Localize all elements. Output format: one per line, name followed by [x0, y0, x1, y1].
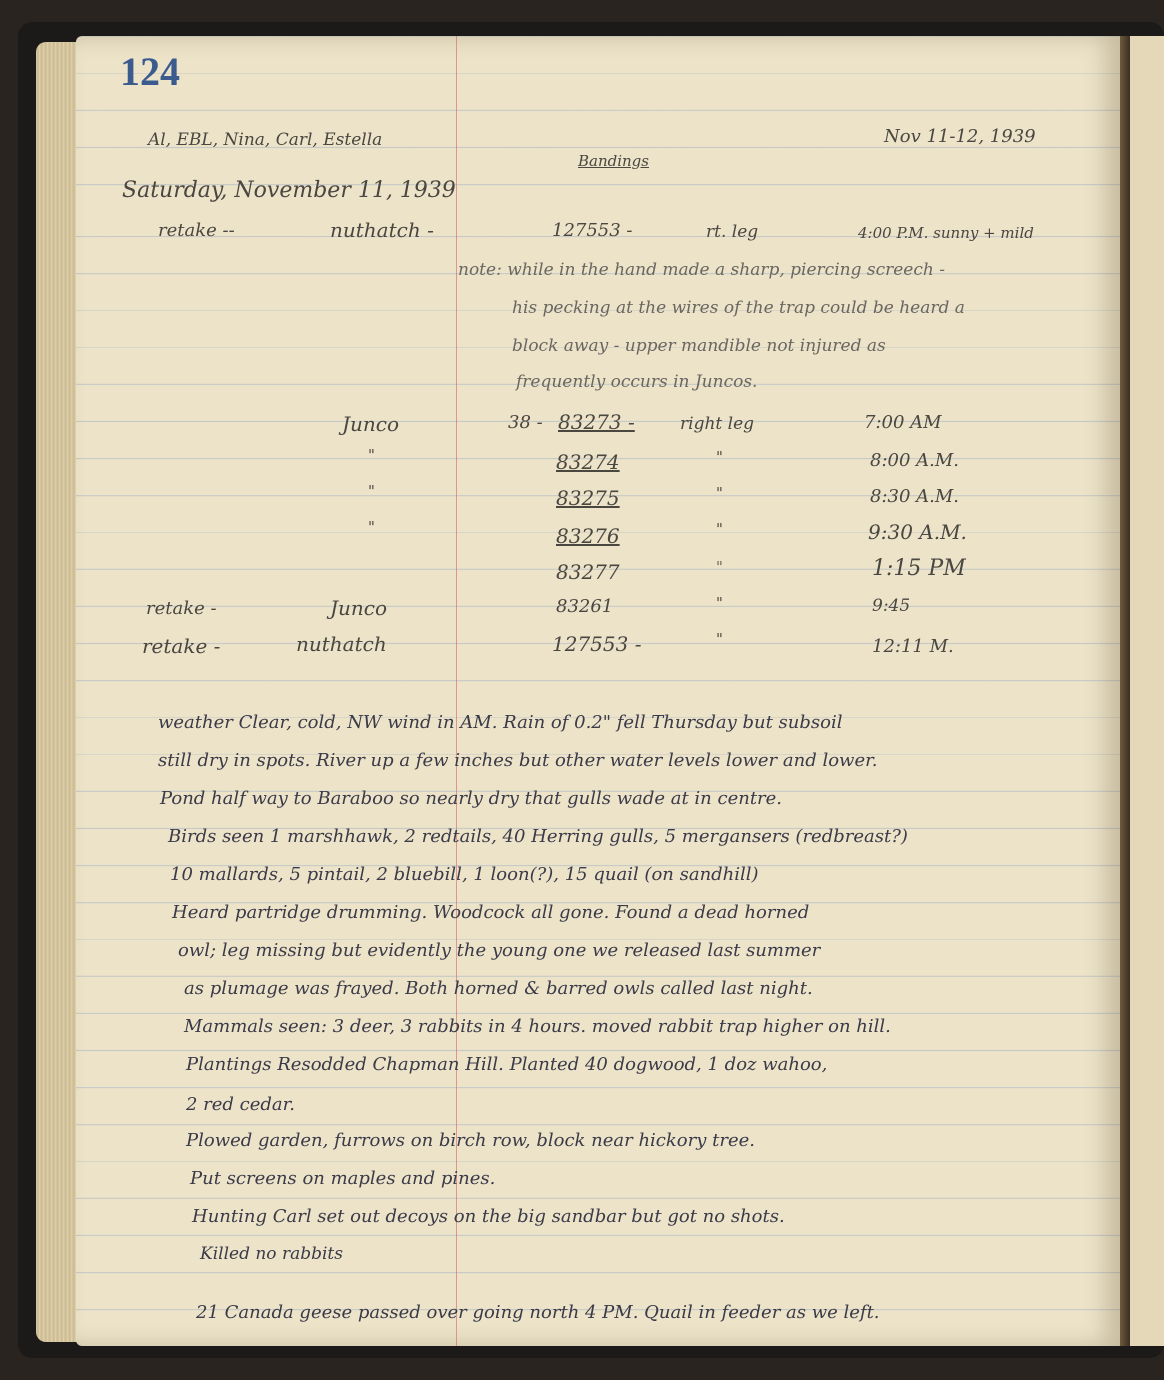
- facing-page-edge: [1130, 36, 1164, 1346]
- banding-band: 127553 -: [552, 632, 642, 656]
- note-line: frequently occurs in Juncos.: [516, 372, 758, 392]
- entry1-time: 4:00 P.M. sunny + mild: [858, 224, 1034, 242]
- book-gutter: [1120, 36, 1130, 1346]
- journal-line: Birds seen 1 marshhawk, 2 redtails, 40 Herring gulls, 5 mergansers (redbreast?): [168, 826, 908, 847]
- banding-time: 7:00 AM: [864, 412, 942, 433]
- journal-line: owl; leg missing but evidently the young one we released last summer: [178, 940, 821, 961]
- entry1-leg: rt. leg: [706, 222, 759, 242]
- journal-line: 10 mallards, 5 pintail, 2 bluebill, 1 loon(?), 15 quail (on sandhill): [170, 864, 759, 885]
- journal-line: Plantings Resodded Chapman Hill. Planted 40 dogwood, 1 doz wahoo,: [186, 1054, 828, 1075]
- banding-band: 83277: [556, 560, 620, 584]
- journal-line: Hunting Carl set out decoys on the big sandbar but got no shots.: [192, 1206, 785, 1227]
- banding-species: ": [368, 518, 375, 536]
- journal-line: Mammals seen: 3 deer, 3 rabbits in 4 hours. moved rabbit trap higher on hill.: [184, 1016, 891, 1037]
- header-names: Al, EBL, Nina, Carl, Estella: [148, 130, 383, 150]
- banding-leg: ": [716, 484, 723, 502]
- banding-time: 8:30 A.M.: [870, 486, 960, 507]
- date-line: Saturday, November 11, 1939: [122, 178, 456, 203]
- banding-time: 1:15 PM: [872, 556, 966, 581]
- banding-prefix: retake -: [146, 598, 217, 619]
- banding-leg: ": [716, 594, 723, 612]
- banding-time: 9:30 A.M.: [868, 520, 967, 544]
- journal-line: weather Clear, cold, NW wind in AM. Rain of 0.2" fell Thursday but subsoil: [158, 712, 843, 733]
- banding-band: 83275: [556, 486, 620, 510]
- banding-leg: ": [716, 558, 723, 576]
- header-bandings: Bandings: [578, 152, 649, 170]
- banding-band: 83261: [556, 596, 614, 617]
- banding-prefix: retake -: [142, 634, 221, 658]
- header-date-range: Nov 11-12, 1939: [884, 126, 1036, 147]
- banding-species: Junco: [342, 412, 400, 436]
- entry1-band: 127553 -: [552, 220, 633, 241]
- entry1-type: retake --: [158, 220, 235, 241]
- note-line: note: while in the hand made a sharp, piercing screech -: [458, 260, 945, 280]
- journal-line: 21 Canada geese passed over going north 4 PM. Quail in feeder as we left.: [196, 1302, 880, 1323]
- journal-line: still dry in spots. River up a few inches but other water levels lower and lower.: [158, 750, 878, 771]
- journal-line: Pond half way to Baraboo so nearly dry that gulls wade at in centre.: [160, 788, 783, 809]
- banding-species: nuthatch: [296, 632, 387, 656]
- page-number: 124: [120, 49, 180, 94]
- banding-leg: ": [716, 520, 723, 538]
- journal-line: Killed no rabbits: [200, 1244, 343, 1264]
- journal-line: as plumage was frayed. Both horned & barred owls called last night.: [184, 978, 813, 999]
- journal-line: Heard partridge drumming. Woodcock all gone. Found a dead horned: [172, 902, 810, 923]
- banding-species: ": [368, 446, 375, 464]
- banding-time: 12:11 M.: [872, 636, 954, 657]
- banding-species: Junco: [330, 596, 388, 620]
- banding-series: 38 -: [508, 412, 543, 433]
- banding-band: 83273 -: [558, 410, 635, 434]
- entry1-species: nuthatch -: [330, 218, 434, 242]
- banding-time: 9:45: [872, 596, 911, 616]
- banding-band: 83276: [556, 524, 620, 548]
- journal-line: 2 red cedar.: [186, 1094, 296, 1115]
- banding-species: ": [368, 482, 375, 500]
- banding-leg: ": [716, 630, 723, 648]
- banding-leg: right leg: [680, 414, 755, 434]
- banding-band: 83274: [556, 450, 620, 474]
- note-line: his pecking at the wires of the trap could be heard a: [512, 298, 965, 318]
- journal-line: Plowed garden, furrows on birch row, block near hickory tree.: [186, 1130, 755, 1151]
- note-line: block away - upper mandible not injured as: [512, 336, 886, 356]
- banding-leg: ": [716, 448, 723, 466]
- journal-line: Put screens on maples and pines.: [190, 1168, 496, 1189]
- banding-time: 8:00 A.M.: [870, 450, 960, 471]
